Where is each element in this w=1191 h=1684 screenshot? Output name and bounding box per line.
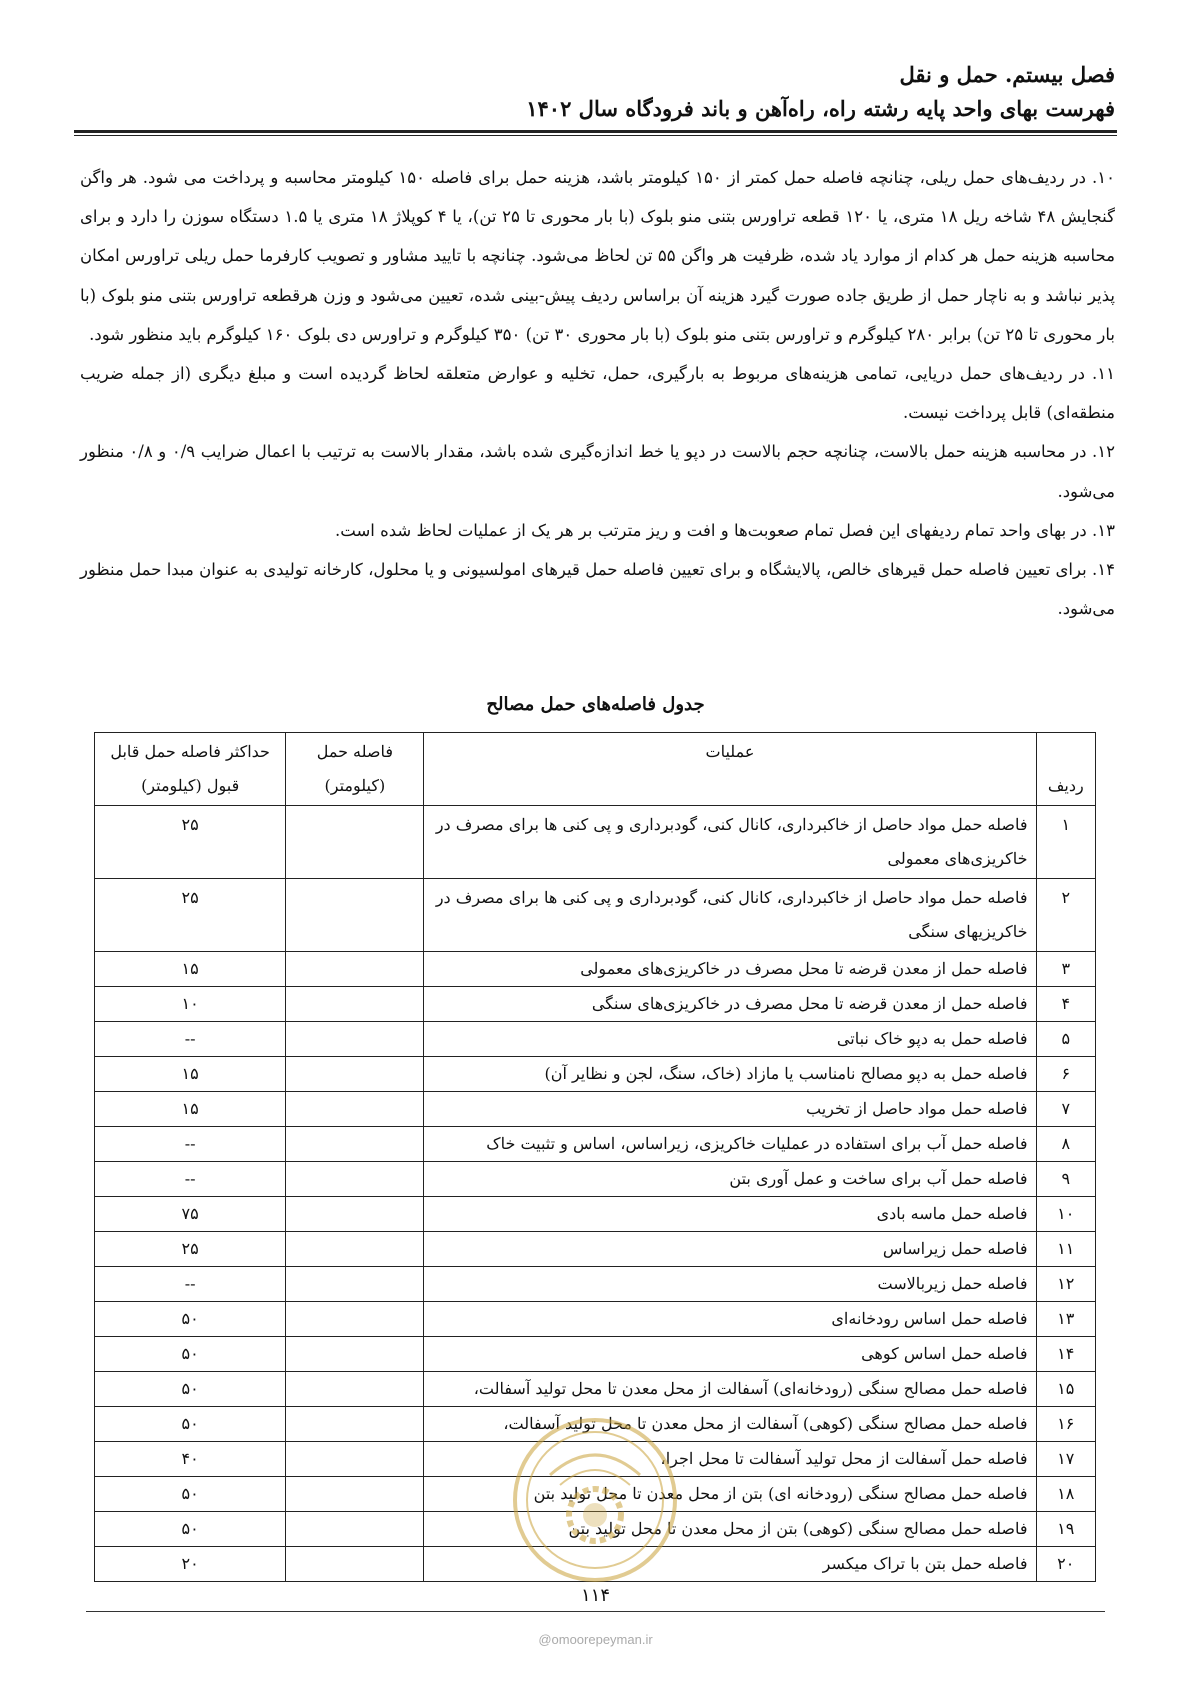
table-row <box>95 1162 1096 1197</box>
header-row-number: ردیف <box>1036 733 1096 806</box>
max-distance-cell: ۲۵ <box>95 1232 286 1267</box>
operation-cell: فاصله حمل مواد حاصل از خاکبرداری، کانال کنی، گودبرداری و پی کنی ها برای مصرف در خاکریزیهای سنگی <box>424 879 1036 952</box>
distance-cell <box>286 1302 424 1337</box>
max-distance-cell: ۱۰ <box>95 987 286 1022</box>
distance-cell <box>286 1127 424 1162</box>
note-13: ۱۳. در بهای واحد تمام ردیفهای این فصل تمام صعوبت‌ها و افت و ریز مترتب بر هر یک از عملیات لحاظ شده است. <box>335 520 1115 540</box>
row-number-cell: ۶ <box>1036 1057 1096 1092</box>
header-rule-thick <box>74 130 1117 133</box>
max-distance-cell: ۷۵ <box>95 1197 286 1232</box>
row-number-cell: ۳ <box>1036 952 1096 987</box>
max-distance-cell: ۵۰ <box>95 1407 286 1442</box>
row-number-cell: ۱۲ <box>1036 1267 1096 1302</box>
page-header <box>76 58 1115 126</box>
max-distance-cell: -- <box>95 1267 286 1302</box>
operation-cell: فاصله حمل زیربالاست <box>424 1267 1036 1302</box>
note-12: ۱۲. در محاسبه هزینه حمل بالاست، چنانچه حجم بالاست در دپو یا خط اندازه‌گیری شده باشد، مقدار بالاست به ترتیب با اعمال ضرایب ۰/۹ و ۰/۸ منظور می‌شود. <box>80 442 1115 501</box>
note-11: ۱۱. در ردیف‌های حمل دریایی، تمامی هزینه‌های مربوط به بارگیری، حمل، تخلیه و عوارض متعلقه لحاظ گردیده است و مبلغ دیگری (از جمله ضریب منطقه‌ای) قابل پرداخت نیست. <box>80 364 1115 423</box>
distance-cell <box>286 952 424 987</box>
row-number-cell: ۹ <box>1036 1162 1096 1197</box>
footer-rule <box>86 1611 1105 1612</box>
row-number-cell: ۱۷ <box>1036 1442 1096 1477</box>
max-distance-cell: ۱۵ <box>95 952 286 987</box>
table-row <box>95 806 1096 879</box>
operation-cell: فاصله حمل بتن با تراک میکسر <box>424 1547 1036 1582</box>
operation-cell: فاصله حمل از معدن قرضه تا محل مصرف در خاکریزی‌های سنگی <box>424 987 1036 1022</box>
operation-cell: فاصله حمل اساس رودخانه‌ای <box>424 1302 1036 1337</box>
row-number-cell: ۷ <box>1036 1092 1096 1127</box>
distance-cell <box>286 1232 424 1267</box>
operation-cell: فاصله حمل از معدن قرضه تا محل مصرف در خاکریزی‌های معمولی <box>424 952 1036 987</box>
row-number-cell: ۱۵ <box>1036 1372 1096 1407</box>
distance-cell <box>286 1512 424 1547</box>
max-distance-cell: ۵۰ <box>95 1372 286 1407</box>
table-row <box>95 952 1096 987</box>
max-distance-cell: -- <box>95 1127 286 1162</box>
operation-cell: فاصله حمل به دپو مصالح نامناسب یا مازاد (خاک، سنگ، لجن و نظایر آن) <box>424 1057 1036 1092</box>
distance-cell <box>286 1057 424 1092</box>
row-number-cell: ۱۴ <box>1036 1337 1096 1372</box>
page-number: ۱۱۴ <box>580 1585 610 1606</box>
operation-cell: فاصله حمل آب برای استفاده در عملیات خاکریزی، زیراساس، اساس و تثبیت خاک <box>424 1127 1036 1162</box>
row-number-cell: ۱۳ <box>1036 1302 1096 1337</box>
max-distance-cell: -- <box>95 1022 286 1057</box>
header-operations: عملیات <box>424 733 1036 806</box>
row-number-cell: ۱۹ <box>1036 1512 1096 1547</box>
table-row <box>95 1372 1096 1407</box>
operation-cell: فاصله حمل زیراساس <box>424 1232 1036 1267</box>
max-distance-cell: ۴۰ <box>95 1442 286 1477</box>
table-row <box>95 987 1096 1022</box>
distance-cell <box>286 1337 424 1372</box>
list-title: فهرست بهای واحد پایه رشته راه، راه‌آهن و باند فرودگاه سال ۱۴۰۲ <box>526 96 1115 121</box>
max-distance-cell: ۵۰ <box>95 1477 286 1512</box>
max-distance-cell: ۵۰ <box>95 1337 286 1372</box>
row-number-cell: ۱ <box>1036 806 1096 879</box>
row-number-cell: ۱۱ <box>1036 1232 1096 1267</box>
operation-cell: فاصله حمل مصالح سنگی (رودخانه ای) بتن از محل معدن تا محل تولید بتن <box>424 1477 1036 1512</box>
note-10: ۱۰. در ردیف‌های حمل ریلی، چنانچه فاصله حمل کمتر از ۱۵۰ کیلومتر باشد، هزینه حمل برای فاصله ۱۵۰ کیلومتر محاسبه و پرداخت می شود. هر واگن گنجایش ۴۸ شاخه ریل ۱۸ متری، یا ۱۲۰ قطعه تراورس بتنی منو بلوک (با بار محوری تا ۲۵ تن)، یا ۴ کوپلاژ ۱۸ متری یا ۱.۵ دستگاه سوزن را دارد و برای محاسبه هزینه حمل هر کدام از موارد یاد شده، ظرفیت هر واگن ۵۵ تن لحاظ می‌شود. چنانچه با تایید مشاور و تصویب کارفرما حمل ریلی تراورس امکان پذیر نباشد و به ناچار حمل از طریق جاده صورت گیرد هزینه آن براساس ردیف پیش-بینی شده، تعیین می‌شود و وزن هرقطعه تراورس بتنی منو بلوک (با بار محوری تا ۲۵ تن) برابر ۲۸۰ کیلوگرم و تراورس بتنی منو بلوک (با بار محوری ۳۰ تن) ۳۵۰ کیلوگرم و تراورس دی بلوک ۱۶۰ کیلوگرم باید منظور شود. <box>80 168 1116 344</box>
row-number-cell: ۱۰ <box>1036 1197 1096 1232</box>
distance-cell <box>286 1372 424 1407</box>
max-distance-cell: ۱۵ <box>95 1092 286 1127</box>
distance-cell <box>286 1477 424 1512</box>
distance-cell <box>286 1092 424 1127</box>
max-distance-cell: ۲۵ <box>95 879 286 952</box>
table-row <box>95 1127 1096 1162</box>
row-number-cell: ۲۰ <box>1036 1547 1096 1582</box>
table-header-row <box>95 733 1096 806</box>
max-distance-cell: ۵۰ <box>95 1512 286 1547</box>
notes-section <box>80 158 1115 628</box>
operation-cell: فاصله حمل مصالح سنگی (کوهی) بتن از محل معدن تا محل تولید بتن <box>424 1512 1036 1547</box>
max-distance-cell: -- <box>95 1162 286 1197</box>
header-rule-thin <box>74 135 1117 136</box>
distance-cell <box>286 987 424 1022</box>
max-distance-cell: ۱۵ <box>95 1057 286 1092</box>
table-row <box>95 879 1096 952</box>
distance-cell <box>286 1442 424 1477</box>
operation-cell: فاصله حمل مصالح سنگی (رودخانه‌ای) آسفالت از محل معدن تا محل تولید آسفالت، <box>424 1372 1036 1407</box>
row-number-cell: ۱۸ <box>1036 1477 1096 1512</box>
row-number-cell: ۱۶ <box>1036 1407 1096 1442</box>
max-distance-cell: ۵۰ <box>95 1302 286 1337</box>
chapter-title: فصل بیستم. حمل و نقل <box>899 62 1115 87</box>
row-number-cell: ۴ <box>1036 987 1096 1022</box>
distance-cell <box>286 1162 424 1197</box>
distance-cell <box>286 806 424 879</box>
row-number-cell: ۵ <box>1036 1022 1096 1057</box>
distance-cell <box>286 1547 424 1582</box>
header-max-distance: حداکثر فاصله حمل قابل قبول (کیلومتر) <box>95 733 286 806</box>
operation-cell: فاصله حمل مواد حاصل از تخریب <box>424 1092 1036 1127</box>
header-distance: فاصله حمل (کیلومتر) <box>286 733 424 806</box>
operation-cell: فاصله حمل آب برای ساخت و عمل آوری بتن <box>424 1162 1036 1197</box>
operation-cell: فاصله حمل به دپو خاک نباتی <box>424 1022 1036 1057</box>
table-row <box>95 1197 1096 1232</box>
operation-cell: فاصله حمل مصالح سنگی (کوهی) آسفالت از محل معدن تا محل تولید آسفالت، <box>424 1407 1036 1442</box>
table-row <box>95 1022 1096 1057</box>
operation-cell: فاصله حمل اساس کوهی <box>424 1337 1036 1372</box>
distance-cell <box>286 1407 424 1442</box>
table-row <box>95 1267 1096 1302</box>
distance-cell <box>286 1267 424 1302</box>
seal-watermark <box>510 1415 680 1585</box>
table-row <box>95 1337 1096 1372</box>
table-row <box>95 1057 1096 1092</box>
row-number-cell: ۸ <box>1036 1127 1096 1162</box>
table-row <box>95 1232 1096 1267</box>
row-number-cell: ۲ <box>1036 879 1096 952</box>
max-distance-cell: ۲۵ <box>95 806 286 879</box>
table-title: جدول فاصله‌های حمل مصالح <box>486 694 705 715</box>
watermark-link: @omoorepeyman.ir <box>538 1632 653 1647</box>
table-row <box>95 1092 1096 1127</box>
operation-cell: فاصله حمل ماسه بادی <box>424 1197 1036 1232</box>
operation-cell: فاصله حمل مواد حاصل از خاکبرداری، کانال کنی، گودبرداری و پی کنی ها برای مصرف در خاکریزی‌های معمولی <box>424 806 1036 879</box>
distance-cell <box>286 1197 424 1232</box>
table-row <box>95 1302 1096 1337</box>
operation-cell: فاصله حمل آسفالت از محل تولید آسفالت تا محل اجرا، <box>424 1442 1036 1477</box>
max-distance-cell: ۲۰ <box>95 1547 286 1582</box>
distance-cell <box>286 1022 424 1057</box>
note-14: ۱۴. برای تعیین فاصله حمل قیرهای خالص، پالایشگاه و برای تعیین فاصله حمل قیرهای امولسیونی و یا محلول، کارخانه تولیدی به عنوان مبدا حمل منظور می‌شود. <box>80 560 1115 619</box>
distance-cell <box>286 879 424 952</box>
